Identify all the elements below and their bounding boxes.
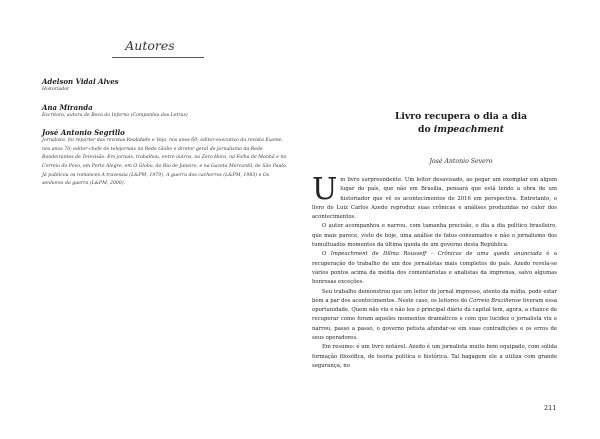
author-name: José Antonio Segrillo xyxy=(42,128,125,138)
article-body xyxy=(312,172,557,371)
drop-cap: U xyxy=(312,172,338,207)
article-title-line-2 xyxy=(346,124,576,137)
paragraph: O autor acompanhou e narrou, com tamanha precisão, o dia a dia político brasileiro, que mais parece, visto de hoje, uma análise de fatos consumados e não o jornalismo dos tumultuados momentos da última queda de um governo desta República. xyxy=(312,223,557,249)
paragraph: Em resumo: é um livro notável. Azedo é um jornalista muito bem equipado, com sólida formação filosófica, de teoria política e histórica. Tal bagagem ele a utiliza com grande segurança, no xyxy=(312,344,557,369)
author-name: Adelson Vidal Alves xyxy=(42,77,119,86)
article-author: José Antonio Severo xyxy=(429,158,493,165)
paragraph-text: é a recuperação do trabalho de um dos jornalistas mais completos do país. Azedo revela-se vários pontos acima da média dos comentaristas e analistas da imprensa, salvo algumas honrosas exceções. xyxy=(312,251,557,286)
page-number: 211 xyxy=(544,404,557,412)
author-bio: Escritora, autora de Boca do Inferno (Companhia das Letras) xyxy=(42,112,188,118)
book-title: O Impeachment de Dilma Rousseff – Crônicas de uma queda anunciada xyxy=(322,251,542,258)
newspaper-name: Correio Braziliense xyxy=(469,297,522,304)
paragraph xyxy=(312,288,557,344)
author-bio: Jornalista, foi repórter das revistas Realidade e Veja, nos anos 60; editor-executivo da revista Exame, nos anos 70; editor-chefe de telejornais na Rede Globo e diretor geral de jornalismo da Rede Bandeirantes de Televisão. Em jornais, trabalhou, entre outros, na Zero Hora, na Folha de Manhã e no Correio do Povo, em Porto Alegre, em O Globo, do Rio de Janeiro, e na Gazeta Mercantil, de São Paulo. Já publicou os romances A travessia (L&PM, 1979), A guerra dos cachorros (L&PM, 1983) e Os senhores da guerra (L&PM, 2000). xyxy=(42,138,288,187)
author-entry xyxy=(42,77,290,95)
article-title xyxy=(346,111,576,136)
paragraph-text: tiveram essa oportunidade. Quem não viu e não leu o principal diário da capital tem, agora, a chance de recuperar como foram aqueles momentos dramáticos e com que lucidez o jornalista viu e narrou, passo a passo, o governo petista afundar-se em suas contradições e os erros de seus operadores. xyxy=(312,297,557,342)
article-title-prefix: do xyxy=(418,123,434,135)
author-entry xyxy=(42,128,290,189)
article-title-line-1: Livro recupera o dia a dia xyxy=(394,111,528,122)
paragraph xyxy=(312,250,557,287)
author-name: Ana Miranda xyxy=(42,102,93,112)
right-page xyxy=(300,0,600,439)
authors-list xyxy=(42,77,290,197)
paragraph-text: Seu trabalho demonstrou que um leitor de jornal impresso, atento da mídia, pode estar bem a par dos acontecimentos. Neste caso, os leitores do xyxy=(312,288,557,304)
author-bio: Historiador xyxy=(42,87,70,92)
paragraph xyxy=(312,172,557,222)
section-title: Autores xyxy=(125,38,175,53)
article-title-italic: impeachment xyxy=(433,123,504,135)
paragraph-text: m livro surpreendente. Um leitor desavisado, ao pegar um exemplar em algum lugar do país, que não em Brasília, pensará que está lendo a obra de um historiador que vê os acontecimentos de 2016 em perspectiva. Entretanto, o livro de Luiz Carlos Azedo reproduz suas crônicas e análises produzidas no calor dos acontecimentos. xyxy=(312,177,557,221)
section-title-underline xyxy=(112,57,204,58)
author-entry xyxy=(42,103,290,121)
